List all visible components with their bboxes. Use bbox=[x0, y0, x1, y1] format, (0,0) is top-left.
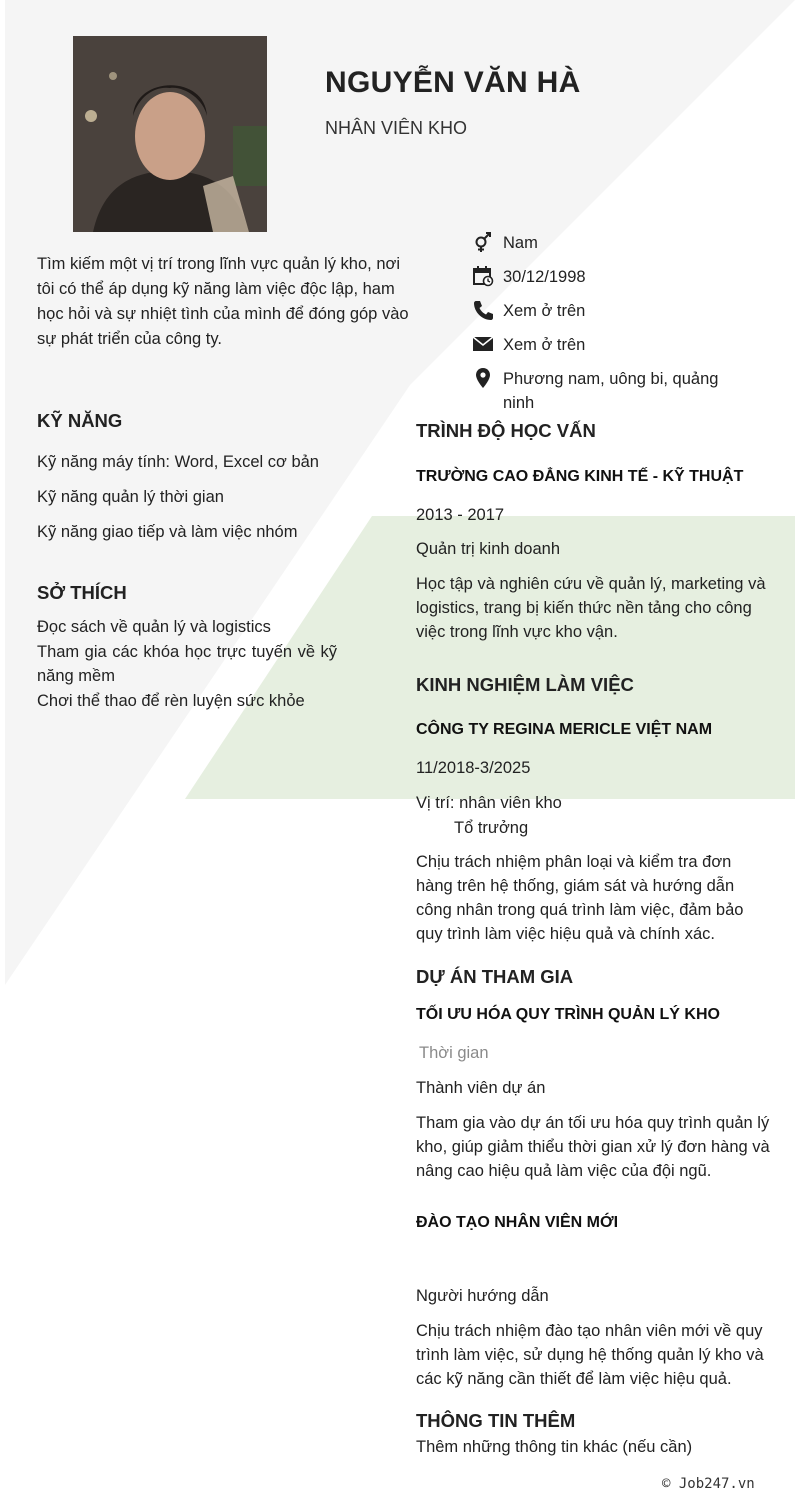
contact-info bbox=[472, 231, 772, 425]
project-name: TỐI ƯU HÓA QUY TRÌNH QUẢN LÝ KHO bbox=[416, 1006, 720, 1023]
project-name: ĐÀO TẠO NHÂN VIÊN MỚI bbox=[416, 1214, 619, 1231]
contact-email-value: Xem ở trên bbox=[503, 336, 586, 354]
skill-item: Kỹ năng máy tính: Word, Excel cơ bản bbox=[37, 453, 319, 471]
project-time: Thời gian bbox=[419, 1044, 489, 1062]
hobby-item: Đọc sách về quản lý và logistics bbox=[37, 618, 271, 636]
project-role: Thành viên dự án bbox=[416, 1079, 546, 1097]
experience-period: 11/2018-3/2025 bbox=[416, 759, 531, 777]
footer-copyright: © Job247.vn bbox=[662, 1476, 755, 1492]
contact-birthday bbox=[472, 265, 772, 289]
location-pin-icon bbox=[472, 367, 494, 389]
contact-address-value: Phương nam, uông bi, quảng ninh bbox=[503, 370, 719, 412]
contact-phone-value: Xem ở trên bbox=[503, 302, 586, 320]
contact-address bbox=[472, 367, 772, 415]
contact-gender bbox=[472, 231, 772, 255]
career-objective: Tìm kiếm một vị trí trong lĩnh vực quản lý kho, nơi tôi có thể áp dụng kỹ năng làm việc độc lập, ham học hỏi và sự nhiệt tình của mình để đóng góp vào sự phát triển của công ty. bbox=[37, 255, 409, 348]
education-major: Quản trị kinh doanh bbox=[416, 540, 561, 558]
skills-section-title: KỸ NĂNG bbox=[37, 410, 123, 431]
candidate-name: NGUYỄN VĂN HÀ bbox=[325, 66, 581, 99]
additional-info-text: Thêm những thông tin khác (nếu cần) bbox=[416, 1438, 693, 1456]
projects-section-title: DỰ ÁN THAM GIA bbox=[416, 966, 574, 987]
contact-phone bbox=[472, 299, 772, 323]
calendar-icon bbox=[472, 265, 494, 287]
email-icon bbox=[472, 333, 494, 355]
experience-position: Vị trí: nhân viên kho bbox=[416, 794, 562, 812]
contact-gender-value: Nam bbox=[503, 234, 538, 252]
education-description: Học tập và nghiên cứu về quản lý, marketing và logistics, trang bị kiến thức nền tảng cho công việc trong lĩnh vực kho vận. bbox=[416, 575, 766, 641]
job-title: NHÂN VIÊN KHO bbox=[325, 118, 468, 138]
project-description: Chịu trách nhiệm đào tạo nhân viên mới về quy trình làm việc, sử dụng hệ thống quản lý kho và các kỹ năng cần thiết để làm việc hiệu quả. bbox=[416, 1322, 764, 1388]
contact-birthday-value: 30/12/1998 bbox=[503, 268, 586, 286]
hobbies-section-title: SỞ THÍCH bbox=[37, 582, 127, 603]
education-period: 2013 - 2017 bbox=[416, 506, 505, 524]
additional-info-section-title: THÔNG TIN THÊM bbox=[416, 1410, 576, 1431]
experience-company: CÔNG TY REGINA MERICLE VIỆT NAM bbox=[416, 721, 713, 738]
contact-email bbox=[472, 333, 772, 357]
experience-section-title: KINH NGHIỆM LÀM VIỆC bbox=[416, 674, 634, 695]
skill-item: Kỹ năng quản lý thời gian bbox=[37, 488, 224, 506]
profile-photo bbox=[73, 36, 267, 232]
skill-item: Kỹ năng giao tiếp và làm việc nhóm bbox=[37, 523, 298, 541]
project-description: Tham gia vào dự án tối ưu hóa quy trình quản lý kho, giúp giảm thiểu thời gian xử lý đơn hàng và nâng cao hiệu quả làm việc của đội ngũ. bbox=[416, 1114, 770, 1180]
experience-position-secondary: Tổ trưởng bbox=[454, 819, 529, 837]
hobby-item: Tham gia các khóa học trực tuyến về kỹ năng mềm bbox=[37, 643, 337, 685]
gender-icon bbox=[472, 231, 494, 253]
education-section-title: TRÌNH ĐỘ HỌC VẤN bbox=[416, 420, 596, 441]
phone-icon bbox=[472, 299, 494, 321]
hobby-item: Chơi thể thao để rèn luyện sức khỏe bbox=[37, 692, 305, 710]
experience-description: Chịu trách nhiệm phân loại và kiểm tra đơn hàng trên hệ thống, giám sát và hướng dẫn công nhân trong quá trình làm việc, đảm bảo quy trình làm việc hiệu quả và chính xác. bbox=[416, 853, 744, 943]
project-role: Người hướng dẫn bbox=[416, 1287, 549, 1305]
education-school: TRƯỜNG CAO ĐẲNG KINH TẾ - KỸ THUẬT bbox=[416, 468, 744, 485]
